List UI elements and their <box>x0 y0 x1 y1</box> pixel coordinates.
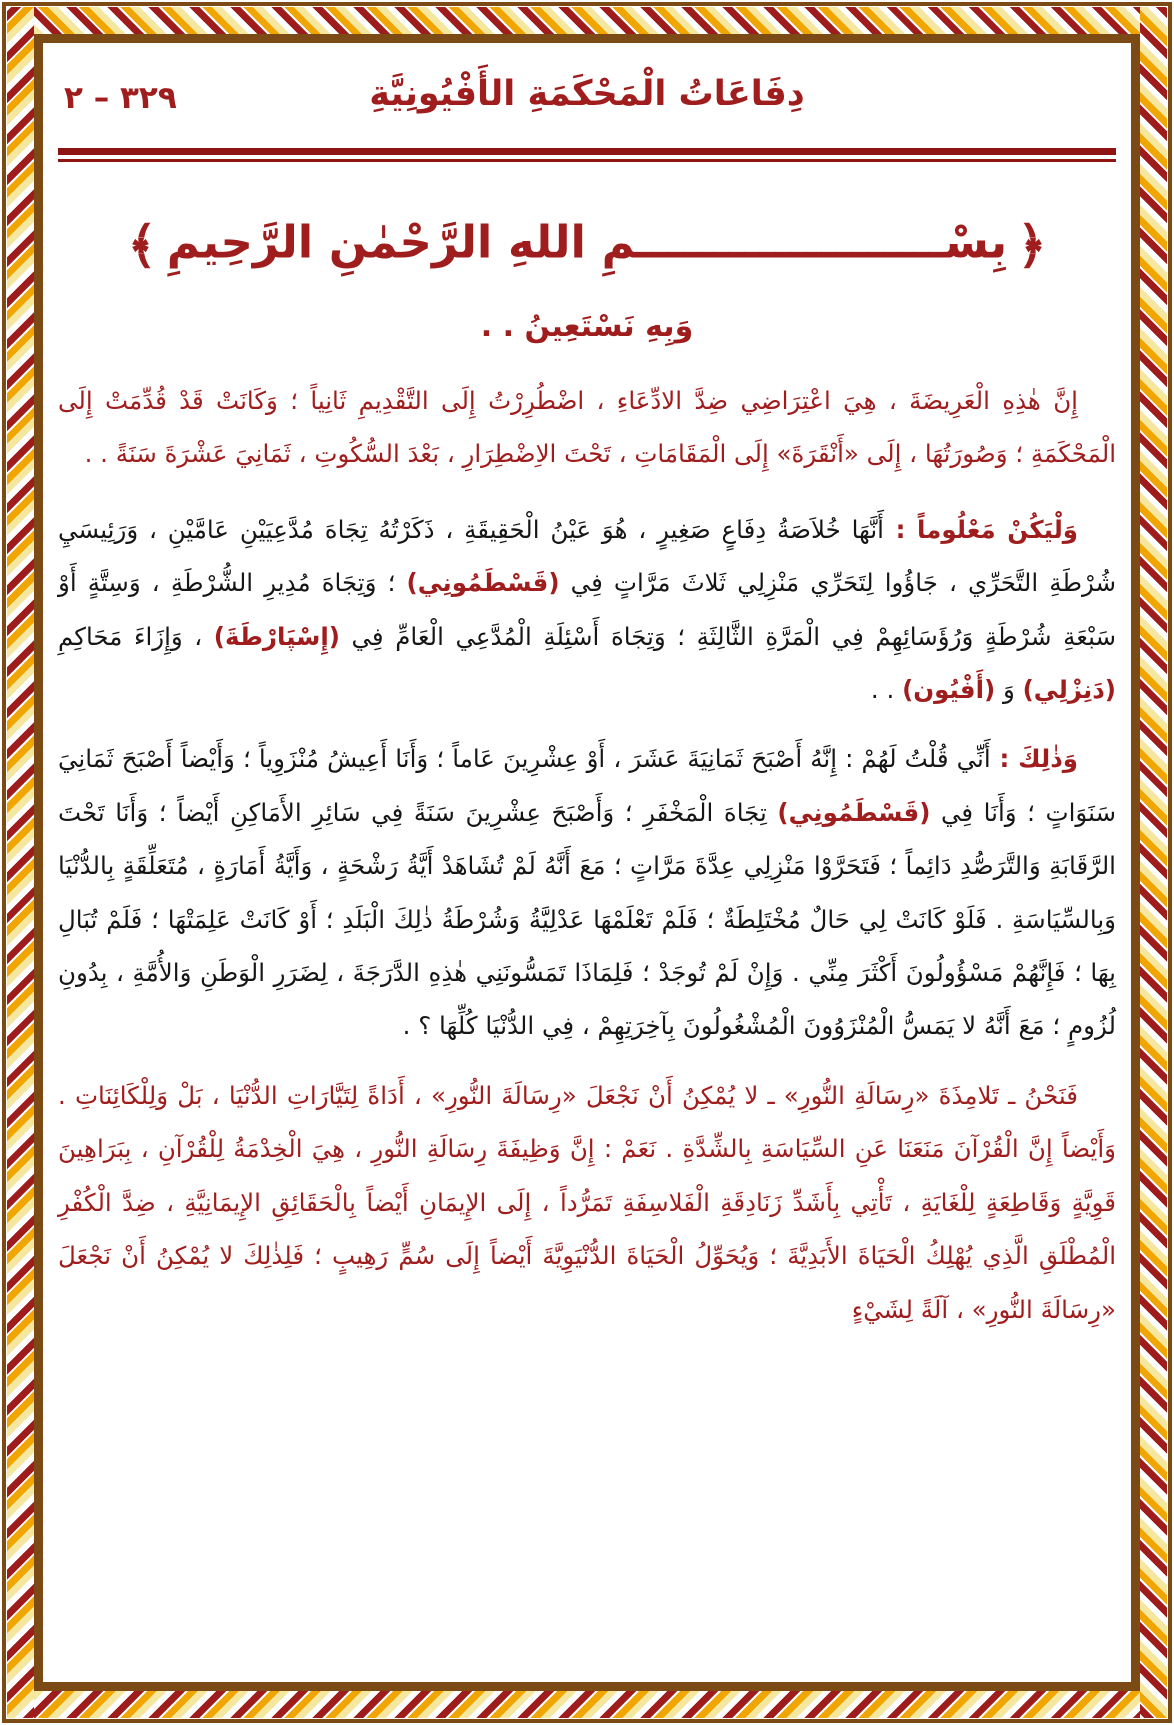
text-segment: (أَفْيُون) <box>902 675 996 705</box>
text-segment: أَنِّي قُلْتُ لَهُمْ : إِنَّهُ أَصْبَحَ ثَمَانِيَةَ عَشَرَ ، أَوْ عِشْرِينَ عَاماً ؛ وَأَنَا أَعِيشُ مُنْزَوِياً ؛ وَأَيْضاً أَصْبَحَ ثَمَانِيَ سَنَوَاتٍ ؛ وَأَنَا فِي <box>58 744 1116 827</box>
basmala-text: بِسْــــــــــــــــــــمِ اللهِ الرَّحْمٰنِ الرَّحِيمِ <box>166 215 1008 269</box>
ornate-border-band-top <box>7 7 1167 34</box>
text-segment: (قَسْطَمُونِي) <box>406 568 560 598</box>
paragraph <box>58 503 1116 717</box>
text-segment: وَ <box>995 675 1023 705</box>
text-segment: . . <box>870 675 903 705</box>
header-divider-rule <box>58 148 1116 162</box>
text-segment: تِجَاهَ الْمَخْفَرِ ؛ وَأَصْبَحَ عِشْرِينَ سَنَةً فِي سَائِرِ الأَمَاكِنِ أَيْضاً ؛ وَأَنَا تَحْتَ الرَّقَابَةِ وَالتَّرَصُّدِ دَائِماً ؛ فَتَحَرَّوْا مَنْزِلِي عِدَّةَ مَرَّاتٍ ؛ مَعَ أَنَّهُ لَمْ تُشَاهَدْ أَيَّةُ رَشْحَةٍ ، وَأَيَّةُ أَمَارَةٍ ، مُتَعَلِّقَةٍ بِالدُّنْيَا وَبِالسِّيَاسَةِ . فَلَوْ كَانَتْ لِي حَالٌ مُخْتَلِطَةٌ ؛ فَلَمْ تَعْلَمْهَا عَدْلِيَّةُ وَشُرْطَةُ ذٰلِكَ الْبَلَدِ ؛ أَوْ كَانَتْ عَلِمَتْهَا ؛ فَلَمْ تُبَالِ بِهَا ؛ فَإِنَّهُمْ مَسْؤُولُونَ أَكْثَرَ مِنِّي . وَإِنْ لَمْ تُوجَدْ ؛ فَلِمَاذَا تَمَسُّونَنِي هٰذِهِ الدَّرَجَةَ ، لِضَرَرِ الْوَطَنِ وَالأُمَّةِ ، بِدُونِ لُزُومٍ ؛ مَعَ أَنَّهُ لا يَمَسُّ الْمُنْزَوُونَ الْمُشْغُولُونَ بِآخِرَتِهِمْ ، فِي الدُّنْيَا كُلِّهَا ؟ . <box>58 797 1116 1041</box>
ornate-border-band-bottom <box>7 1691 1167 1718</box>
page-number: ٣٢٩ – ٢ <box>64 80 177 116</box>
basmala-calligraphy <box>58 208 1116 283</box>
text-segment: وَذٰلِكَ : <box>990 744 1078 774</box>
page-header <box>58 64 1116 138</box>
body-text <box>58 374 1116 1336</box>
text-segment: (إِسْپَارْطَةَ) <box>213 621 340 651</box>
page-title: دِفَاعَاتُ الْمَحْكَمَةِ الأَفْيُونِيَّةِ <box>369 74 805 114</box>
text-segment: ، وَإِزَاءَ مَحَاكِمِ <box>58 621 214 651</box>
basmala-ornament-left-icon: ﴾ <box>127 216 157 274</box>
page-content <box>58 52 1116 1673</box>
invocation-line: وَبِهِ نَسْتَعِينُ . . <box>480 309 694 344</box>
text-segment: وَلْيَكُنْ مَعْلُوماً : <box>883 514 1079 544</box>
text-segment: إِنَّ هٰذِهِ الْعَرِيضَةَ ، هِيَ اعْتِرَاضِي ضِدَّ الادِّعَاءِ ، اضْطُرِرْتُ إِلَى التَّقْدِيمِ ثَانِياً ؛ وَكَانَتْ قَدْ قُدِّمَتْ إِلَى الْمَحْكَمَةِ ؛ وَصُورَتُهَا ، إِلَى «أَنْقَرَةَ» إِلَى الْمَقَامَاتِ ، تَحْتَ الاِضْطِرَارِ ، بَعْدَ السُّكُوتِ ، ثَمَانِيَ عَشْرَةَ سَنَةً . . <box>58 386 1116 469</box>
text-segment: أَنَّهَا خُلاَصَةُ دِفَاعٍ صَغِيرٍ ، هُوَ عَيْنُ الْحَقِيقَةِ ، ذَكَرْتُهُ تِجَاهَ مُدَّعِيَيْنِ عَامَّيْنِ ، وَرَئِيسَيِ شُرْطَةِ التَّحَرِّي ، جَاؤُوا لِتَحَرِّي مَنْزِلِي ثَلاثَ مَرَّاتٍ فِي <box>58 514 1116 598</box>
text-segment: ؛ وَتِجَاهَ مُدِيرِ الشُّرْطَةِ ، وَسِتَّةٍ أَوْ سَبْعَةِ شُرْطَةٍ وَرُؤَسَائِهِمْ فِي الْمَرَّةِ الثَّالِثَةِ ؛ وَتِجَاهَ أَسْئِلَةِ الْمُدَّعِي الْعَامِّ فِي <box>58 568 1116 651</box>
paragraph <box>58 374 1116 481</box>
text-segment: فَنَحْنُ ـ تَلامِذَةَ «رِسَالَةِ النُّورِ» ـ لا يُمْكِنُ أَنْ نَجْعَلَ «رِسَالَةَ النُّورِ» ، أَدَاةً لِتَيَّارَاتِ الدُّنْيَا ، بَلْ وَلِلْكَائِنَاتِ . وَأَيْضاً إِنَّ الْقُرْآنَ مَنَعَنَا عَنِ السِّيَاسَةِ بِالشِّدَّةِ . نَعَمْ : إِنَّ وَظِيفَةَ رِسَالَةِ النُّورِ ، هِيَ الْخِدْمَةُ لِلْقُرْآنِ ، بِبَرَاهِينَ قَوِيَّةٍ وَقَاطِعَةٍ لِلْغَايَةِ ، تَأْتِي بِأَشَدِّ زَنَادِقَةِ الْفَلاسِفَةِ تَمَرُّداً ، إِلَى الإِيمَانِ أَيْضاً بِالْحَقَائِقِ الإِيمَانِيَّةِ ، ضِدَّ الْكُفْرِ الْمُطْلَقِ الَّذِي يُهْلِكُ الْحَيَاةَ الأَبَدِيَّةَ ؛ وَيُحَوِّلُ الْحَيَاةَ الدُّنْيَوِيَّةَ أَيْضاً إِلَى سُمٍّ رَهِيبٍ ؛ فَلِذٰلِكَ لا يُمْكِنُ أَنْ نَجْعَلَ «رِسَالَةَ النُّورِ» ، آلَةً لِشَيْءٍ <box>58 1080 1116 1324</box>
text-segment: (دَنِزْلِي) <box>1022 675 1116 705</box>
text-segment: (قَسْطَمُونِي) <box>777 797 931 827</box>
paragraph <box>58 732 1116 1052</box>
ornate-border-band-left <box>7 7 34 1718</box>
basmala-ornament-right-icon: ﴿ <box>1017 216 1047 274</box>
paragraph <box>58 1069 1116 1336</box>
ornate-border-band-right <box>1140 7 1167 1718</box>
